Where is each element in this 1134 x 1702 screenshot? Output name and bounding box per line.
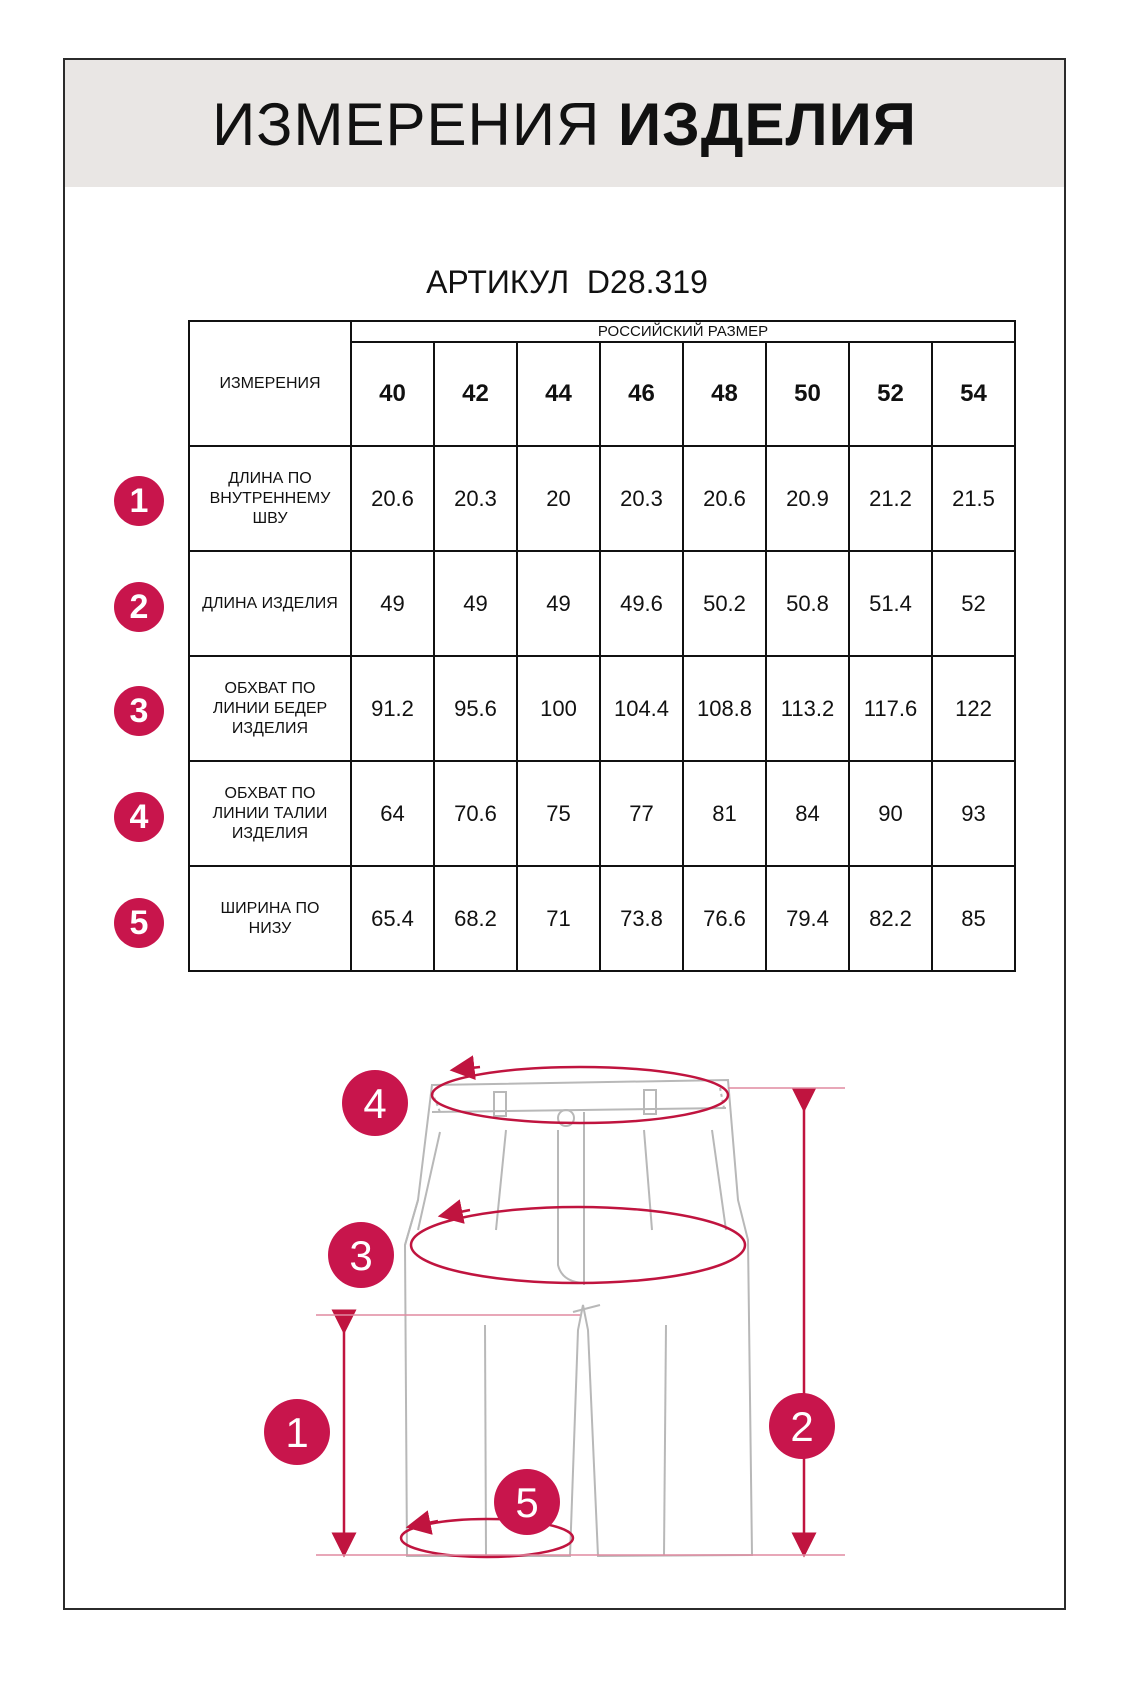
table-cell: 76.6: [683, 866, 766, 971]
table-cell: 20: [517, 446, 600, 551]
table-cell: 95.6: [434, 656, 517, 761]
table-cell: 108.8: [683, 656, 766, 761]
table-cell: 122: [932, 656, 1015, 761]
table-cell: 93: [932, 761, 1015, 866]
table-cell: 71: [517, 866, 600, 971]
row-label-line: ЛИНИИ ТАЛИИ: [212, 804, 328, 822]
marker-5: 5: [515, 1479, 539, 1526]
hip-arrow: [450, 1210, 470, 1214]
row-label-line: ОБХВАТ ПО: [224, 679, 316, 697]
table-cell: 82.2: [849, 866, 932, 971]
table-cell: 100: [517, 656, 600, 761]
marker-1: 1: [285, 1409, 309, 1456]
row-label-line: ИЗДЕЛИЯ: [231, 824, 309, 842]
title-light: ИЗМЕРЕНИЯ: [212, 91, 601, 158]
table-cell: 65.4: [351, 866, 434, 971]
table-cell: 50.8: [766, 551, 849, 656]
size-header-cell: 46: [600, 342, 683, 446]
shorts-outline: [405, 1080, 752, 1556]
table-cell: 91.2: [351, 656, 434, 761]
size-header-cell: 48: [683, 342, 766, 446]
table-cell: 21.5: [932, 446, 1015, 551]
row-badge: 1: [114, 476, 164, 526]
row-badge: 2: [114, 582, 164, 632]
table-cell: 85: [932, 866, 1015, 971]
table-cell: 79.4: [766, 866, 849, 971]
size-header-cell: 42: [434, 342, 517, 446]
row-label-line: ИЗДЕЛИЯ: [231, 719, 309, 737]
table-cell: 117.6: [849, 656, 932, 761]
hip-ellipse: [411, 1207, 745, 1283]
row-label-line: ШИРИНА ПО: [220, 899, 320, 917]
title-bold: ИЗДЕЛИЯ: [618, 91, 917, 158]
size-header-cell: 44: [517, 342, 600, 446]
row-label-line: ДЛИНА ПО: [228, 469, 312, 487]
table-cell: 51.4: [849, 551, 932, 656]
row-label-line: НИЗУ: [248, 919, 292, 937]
size-header-cell: 40: [351, 342, 434, 446]
table-cell: 49: [434, 551, 517, 656]
waist-arrow: [462, 1067, 480, 1069]
table-cell: 52: [932, 551, 1015, 656]
row-label-line: ВНУТРЕННЕМУ: [209, 489, 331, 507]
table-cell: 73.8: [600, 866, 683, 971]
table-cell: 20.6: [351, 446, 434, 551]
table-cell: 113.2: [766, 656, 849, 761]
row-badge: 5: [114, 898, 164, 948]
table-cell: 64: [351, 761, 434, 866]
table-cell: 75: [517, 761, 600, 866]
table-cell: 70.6: [434, 761, 517, 866]
table-cell: 50.2: [683, 551, 766, 656]
table-cell: 90: [849, 761, 932, 866]
table-cell: 20.6: [683, 446, 766, 551]
table-cell: 84: [766, 761, 849, 866]
table-cell: 49: [517, 551, 600, 656]
table-cell: 49: [351, 551, 434, 656]
table-cell: 81: [683, 761, 766, 866]
row-badge: 3: [114, 686, 164, 736]
table-cell: 49.6: [600, 551, 683, 656]
article-label: АРТИКУЛ: [426, 264, 570, 300]
size-header-cell: 50: [766, 342, 849, 446]
table-cell: 68.2: [434, 866, 517, 971]
table-cell: 104.4: [600, 656, 683, 761]
marker-4: 4: [363, 1080, 387, 1127]
row-label-line: ДЛИНА ИЗДЕЛИЯ: [202, 594, 338, 612]
table-cell: 21.2: [849, 446, 932, 551]
table-cell: 77: [600, 761, 683, 866]
measurements-header: ИЗМЕРЕНИЯ: [189, 321, 351, 446]
size-caption: РОССИЙСКИЙ РАЗМЕР: [351, 321, 1015, 342]
row-label-line: ЛИНИИ БЕДЕР: [212, 699, 328, 717]
table-cell: 20.9: [766, 446, 849, 551]
waist-ellipse: [432, 1067, 728, 1123]
marker-2: 2: [790, 1403, 814, 1450]
row-label-line: ОБХВАТ ПО: [224, 784, 316, 802]
size-header-cell: 54: [932, 342, 1015, 446]
table-cell: 20.3: [600, 446, 683, 551]
row-label-line: ШВУ: [252, 509, 288, 527]
row-badge: 4: [114, 792, 164, 842]
table-cell: 20.3: [434, 446, 517, 551]
marker-3: 3: [349, 1232, 373, 1279]
size-header-cell: 52: [849, 342, 932, 446]
article-code: D28.319: [586, 264, 708, 300]
